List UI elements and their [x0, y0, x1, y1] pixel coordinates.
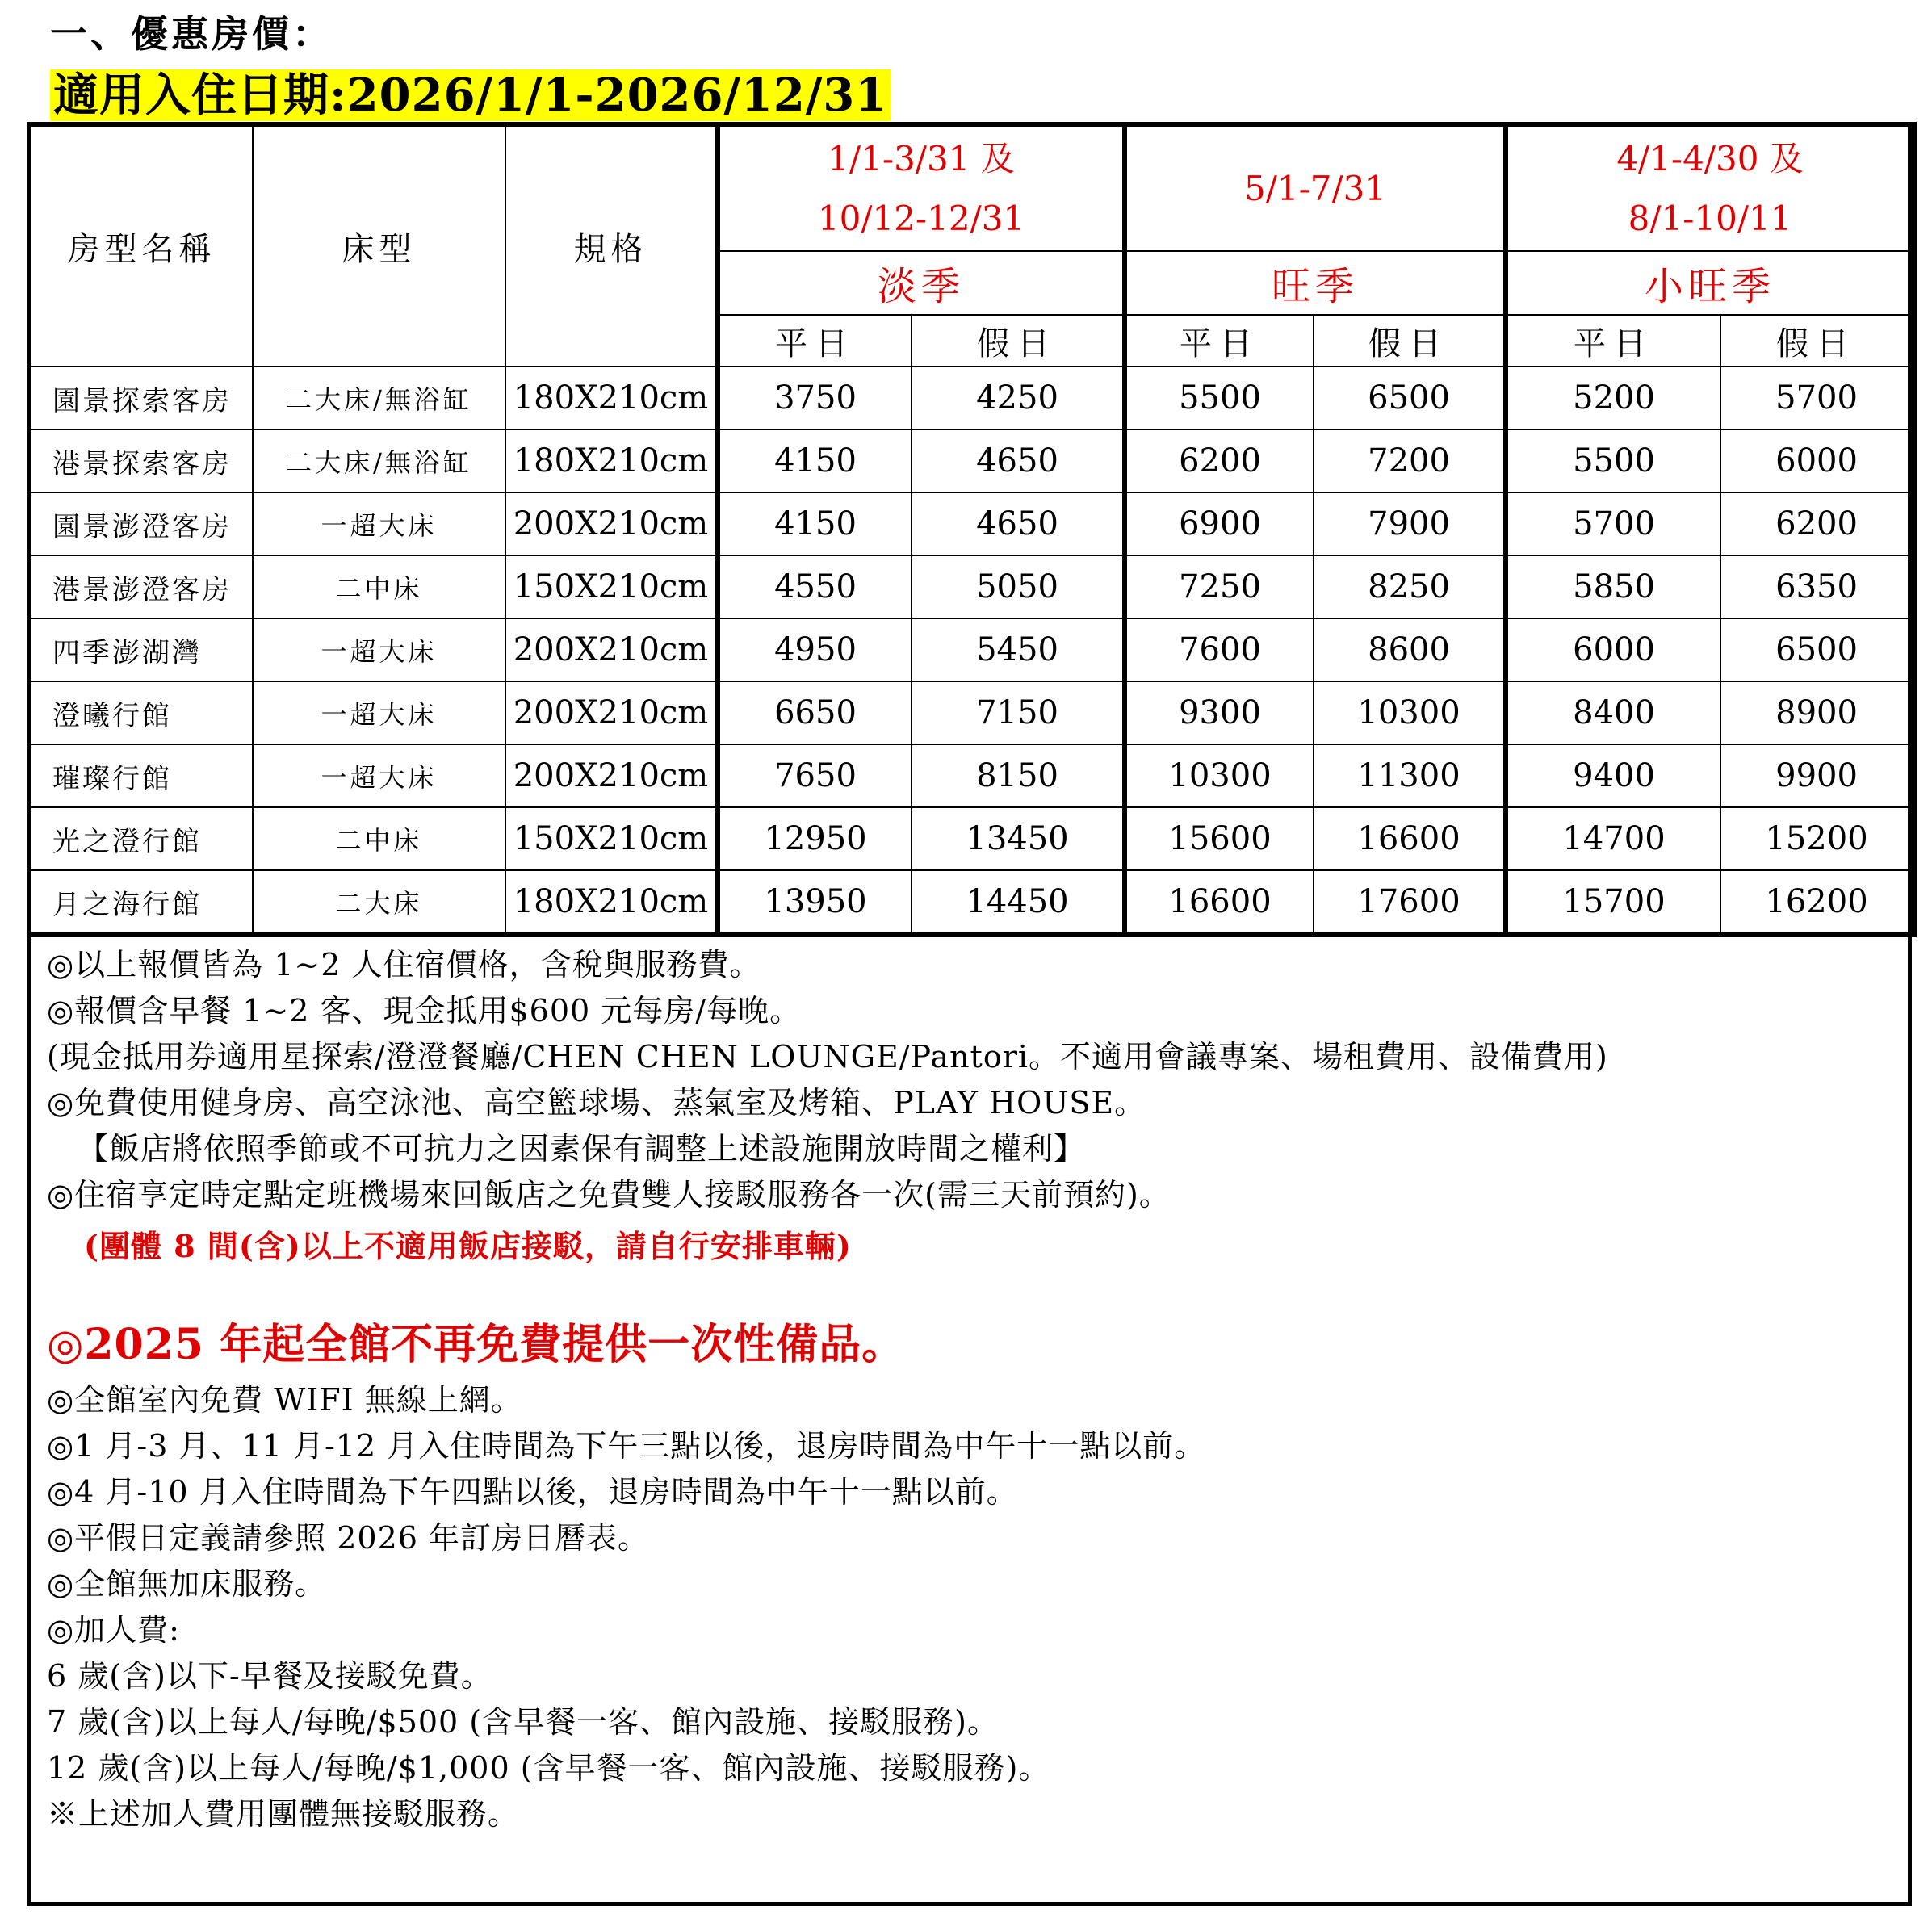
weekday-header: 平日: [1125, 315, 1314, 367]
price-high-holiday: 11300: [1314, 744, 1506, 807]
table-row: [29, 429, 1914, 492]
price-mid-weekday: 14700: [1506, 807, 1720, 870]
price-low-weekday: 4950: [718, 618, 912, 681]
period-high-season: [1125, 124, 1506, 251]
room-name: 園景探索客房: [29, 367, 253, 429]
note-airport-shuttle: ◎住宿享定時定點定班機場來回飯店之免費雙人接駁服務各一次(需三天前預約)。: [47, 1177, 1171, 1213]
price-low-weekday: 13950: [718, 870, 912, 935]
price-high-weekday: 5500: [1125, 367, 1314, 429]
spec-header: 規格: [505, 124, 718, 367]
note-breakfast-voucher: ◎報價含早餐 1~2 客、現金抵用$600 元每房/每晚。: [47, 993, 802, 1028]
price-mid-holiday: 16200: [1720, 870, 1914, 935]
bed-type: 一超大床: [253, 492, 505, 555]
room-name: 園景澎澄客房: [29, 492, 253, 555]
price-high-holiday: 8600: [1314, 618, 1506, 681]
price-low-weekday: 7650: [718, 744, 912, 807]
table-row: [29, 807, 1914, 870]
price-high-holiday: 10300: [1314, 681, 1506, 744]
price-low-weekday: 4150: [718, 492, 912, 555]
price-high-holiday: 7200: [1314, 429, 1506, 492]
note-calendar: ◎平假日定義請參照 2026 年訂房日曆表。: [47, 1520, 650, 1556]
period-line: 1/1-3/31 及: [828, 138, 1015, 178]
period-mid-season: [1506, 124, 1914, 251]
table-row: [29, 492, 1914, 555]
period-line: 4/1-4/30 及: [1616, 138, 1804, 178]
note-extra-7: 7 歲(含)以上每人/每晚/$500 (含早餐一客、館內設施、接駁服務)。: [47, 1704, 999, 1740]
note-extra-person-title: ◎加人費:: [47, 1612, 180, 1648]
price-low-weekday: 12950: [718, 807, 912, 870]
price-high-weekday: 6900: [1125, 492, 1314, 555]
price-high-holiday: 6500: [1314, 367, 1506, 429]
room-name: 月之海行館: [29, 870, 253, 935]
room-name: 四季澎湖灣: [29, 618, 253, 681]
room-spec: 200X210cm: [505, 681, 718, 744]
note-checkin-winter: ◎1 月-3 月、11 月-12 月入住時間為下午三點以後，退房時間為中午十一點以前。: [47, 1428, 1206, 1464]
date-range-banner: 適用入住日期:2026/1/1-2026/12/31: [50, 69, 891, 121]
price-low-holiday: 13450: [912, 807, 1125, 870]
price-high-holiday: 8250: [1314, 555, 1506, 618]
price-low-weekday: 3750: [718, 367, 912, 429]
bed-type: 二中床: [253, 807, 505, 870]
price-mid-holiday: 5700: [1720, 367, 1914, 429]
period-low-season: [718, 124, 1125, 251]
note-checkin-summer: ◎4 月-10 月入住時間為下午四點以後，退房時間為中午十一點以前。: [47, 1474, 1018, 1510]
table-row: [29, 681, 1914, 744]
notes-section: [47, 942, 1896, 1837]
price-low-holiday: 4650: [912, 429, 1125, 492]
price-low-holiday: 4250: [912, 367, 1125, 429]
room-name-header: 房型名稱: [29, 124, 253, 367]
price-mid-holiday: 6350: [1720, 555, 1914, 618]
weekday-header: 平日: [1506, 315, 1720, 367]
price-low-weekday: 4550: [718, 555, 912, 618]
price-low-holiday: 8150: [912, 744, 1125, 807]
note-wifi: ◎全館室內免費 WIFI 無線上網。: [47, 1382, 522, 1418]
price-high-weekday: 7250: [1125, 555, 1314, 618]
price-low-holiday: 14450: [912, 870, 1125, 935]
room-spec: 180X210cm: [505, 870, 718, 935]
note-extra-12: 12 歲(含)以上每人/每晚/$1,000 (含早餐一客、館內設施、接駁服務)。: [47, 1750, 1050, 1786]
price-low-weekday: 4150: [718, 429, 912, 492]
note-extra-child-6: 6 歲(含)以下-早餐及接駁免費。: [47, 1658, 492, 1694]
room-spec: 200X210cm: [505, 492, 718, 555]
price-mid-weekday: 9400: [1506, 744, 1720, 807]
rate-table: [27, 122, 1917, 937]
room-spec: 200X210cm: [505, 744, 718, 807]
table-row: [29, 870, 1914, 935]
note-no-extra-bed: ◎全館無加床服務。: [47, 1566, 327, 1602]
holiday-header: 假日: [1314, 315, 1506, 367]
season-mid: 小旺季: [1506, 251, 1914, 315]
period-line: 5/1-7/31: [1243, 168, 1387, 208]
room-spec: 150X210cm: [505, 807, 718, 870]
bed-type: 一超大床: [253, 744, 505, 807]
note-voucher-scope: (現金抵用券適用星探索/澄澄餐廳/CHEN CHEN LOUNGE/Pantori。不適用會議專案、場租費用、設備費用): [47, 1039, 1608, 1075]
note-group-shuttle-warning: (團體 8 間(含)以上不適用飯店接駁，請自行安排車輛): [84, 1228, 852, 1264]
weekday-header: 平日: [718, 315, 912, 367]
price-high-weekday: 6200: [1125, 429, 1314, 492]
table-row: [29, 744, 1914, 807]
price-mid-weekday: 6000: [1506, 618, 1720, 681]
table-row: [29, 555, 1914, 618]
period-line: 10/12-12/31: [817, 198, 1025, 238]
table-row: [29, 618, 1914, 681]
price-low-holiday: 4650: [912, 492, 1125, 555]
bed-type-header: 床型: [253, 124, 505, 367]
price-mid-weekday: 5700: [1506, 492, 1720, 555]
room-name: 光之澄行館: [29, 807, 253, 870]
price-low-weekday: 6650: [718, 681, 912, 744]
bed-type: 二大床: [253, 870, 505, 935]
bed-type: 一超大床: [253, 681, 505, 744]
price-high-weekday: 16600: [1125, 870, 1314, 935]
price-mid-holiday: 6500: [1720, 618, 1914, 681]
note-facilities: ◎免費使用健身房、高空泳池、高空籃球場、蒸氣室及烤箱、PLAY HOUSE。: [47, 1085, 1146, 1121]
price-mid-weekday: 8400: [1506, 681, 1720, 744]
price-high-weekday: 15600: [1125, 807, 1314, 870]
section-heading: 一、優惠房價：: [50, 12, 333, 56]
room-spec: 180X210cm: [505, 367, 718, 429]
table-row: [29, 367, 1914, 429]
price-low-holiday: 7150: [912, 681, 1125, 744]
note-facility-disclaimer: 【飯店將依照季節或不可抗力之因素保有調整上述設施開放時間之權利】: [78, 1131, 1086, 1167]
price-low-holiday: 5450: [912, 618, 1125, 681]
price-mid-weekday: 5850: [1506, 555, 1720, 618]
room-name: 璀璨行館: [29, 744, 253, 807]
price-mid-holiday: 8900: [1720, 681, 1914, 744]
price-high-holiday: 7900: [1314, 492, 1506, 555]
note-amenities-warning: ◎2025 年起全館不再免費提供一次性備品。: [47, 1320, 905, 1369]
price-mid-weekday: 5200: [1506, 367, 1720, 429]
period-line: 8/1-10/11: [1628, 198, 1792, 238]
season-high: 旺季: [1125, 251, 1506, 315]
room-spec: 180X210cm: [505, 429, 718, 492]
price-mid-holiday: 6000: [1720, 429, 1914, 492]
note-group-no-shuttle: ※上述加人費用團體無接駁服務。: [47, 1796, 520, 1832]
bed-type: 二中床: [253, 555, 505, 618]
bed-type: 二大床/無浴缸: [253, 367, 505, 429]
room-spec: 200X210cm: [505, 618, 718, 681]
season-low: 淡季: [718, 251, 1125, 315]
price-high-weekday: 7600: [1125, 618, 1314, 681]
price-high-weekday: 10300: [1125, 744, 1314, 807]
price-high-weekday: 9300: [1125, 681, 1314, 744]
price-mid-weekday: 15700: [1506, 870, 1720, 935]
room-name: 澄曦行館: [29, 681, 253, 744]
room-spec: 150X210cm: [505, 555, 718, 618]
price-high-holiday: 16600: [1314, 807, 1506, 870]
note-rate-basis: ◎以上報價皆為 1~2 人住宿價格，含稅與服務費。: [47, 947, 761, 982]
holiday-header: 假日: [1720, 315, 1914, 367]
bed-type: 一超大床: [253, 618, 505, 681]
room-name: 港景探索客房: [29, 429, 253, 492]
price-mid-holiday: 15200: [1720, 807, 1914, 870]
holiday-header: 假日: [912, 315, 1125, 367]
bed-type: 二大床/無浴缸: [253, 429, 505, 492]
price-high-holiday: 17600: [1314, 870, 1506, 935]
price-mid-holiday: 9900: [1720, 744, 1914, 807]
room-name: 港景澎澄客房: [29, 555, 253, 618]
price-mid-weekday: 5500: [1506, 429, 1720, 492]
price-mid-holiday: 6200: [1720, 492, 1914, 555]
price-low-holiday: 5050: [912, 555, 1125, 618]
